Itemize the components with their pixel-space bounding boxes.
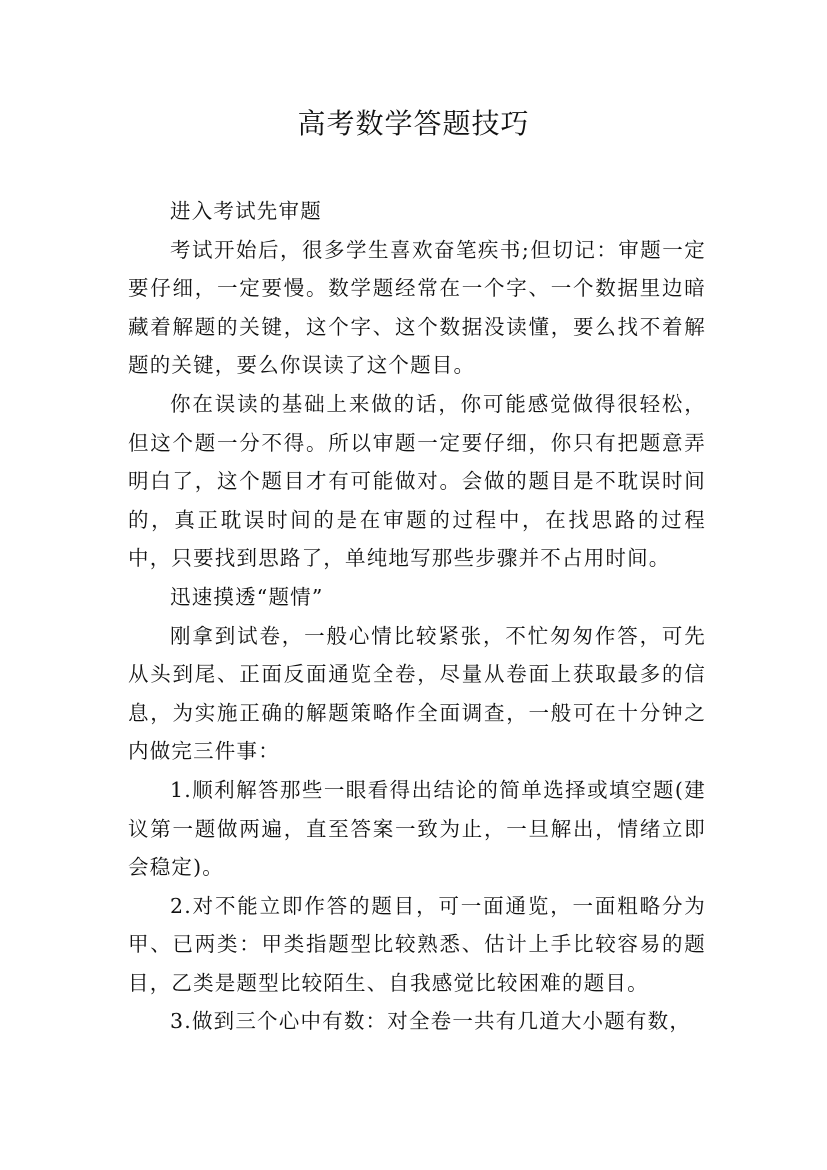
list-item: 1.顺利解答那些一眼看得出结论的简单选择或填空题(建议第一题做两遍，直至答案一致为止，一旦解出，情绪立即会稳定)。: [128, 777, 706, 880]
paragraph: 刚拿到试卷，一般心情比较紧张，不忙匆匆作答，可先从头到尾、正面反面通览全卷，尽量从卷面上获取最多的信息，为实施正确的解题策略作全面调查，一般可在十分钟之内做完三件事：: [128, 623, 706, 764]
document-body: [128, 192, 706, 1041]
paragraph: 你在误读的基础上来做的话，你可能感觉做得很轻松，但这个题一分不得。所以审题一定要仔细，你只有把题意弄明白了，这个题目才有可能做对。会做的题目是不耽误时间的，真正耽误时间的是在审题的过程中，在找思路的过程中，只要找到思路了，单纯地写那些步骤并不占用时间。: [128, 391, 706, 571]
list-item: 2.对不能立即作答的题目，可一面通览，一面粗略分为甲、已两类：甲类指题型比较熟悉、估计上手比较容易的题目，乙类是题型比较陌生、自我感觉比较困难的题目。: [128, 893, 706, 995]
list-item: 3.做到三个心中有数：对全卷一共有几道大小题有数，: [170, 1009, 692, 1034]
heading-quick-overview: 迅速摸透“题情”: [170, 584, 324, 609]
document-title: 高考数学答题技巧: [297, 107, 530, 140]
paragraph: 考试开始后，很多学生喜欢奋笔疾书;但切记：审题一定要仔细，一定要慢。数学题经常在一个字、一个数据里边暗藏着解题的关键，这个字、这个数据没读懂，要么找不着解题的关键，要么你误读了这个题目。: [128, 237, 706, 378]
heading-exam-review: 进入考试先审题: [170, 199, 322, 223]
